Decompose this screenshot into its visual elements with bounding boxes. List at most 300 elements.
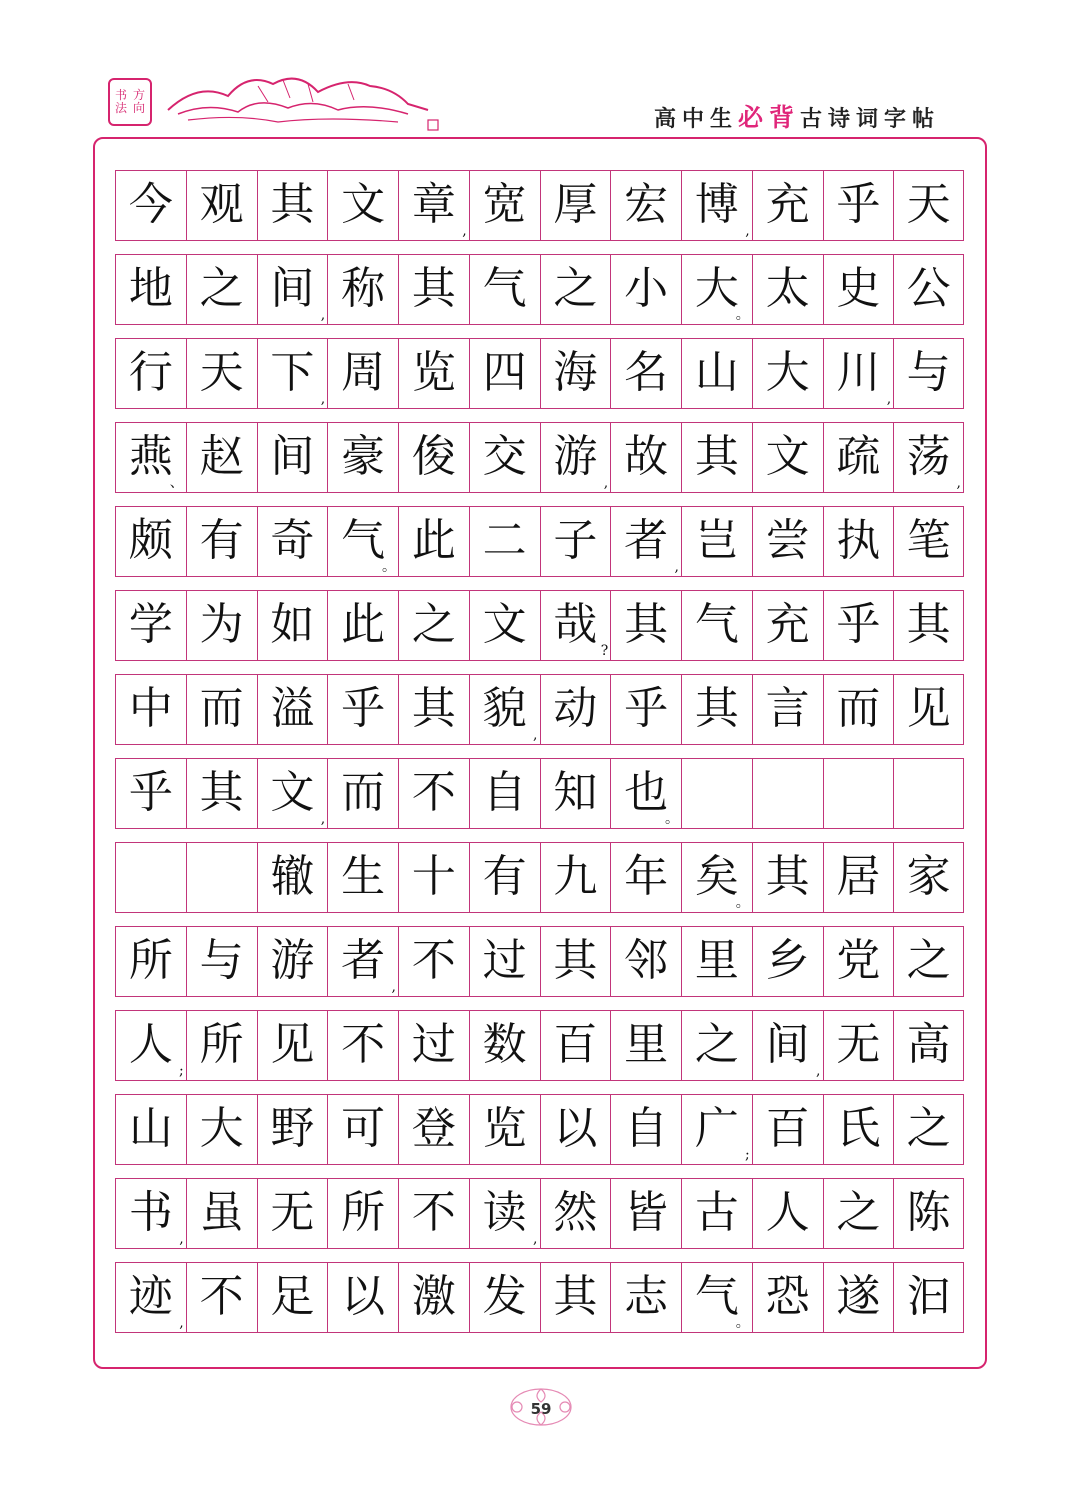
grid-character: 山 <box>128 1103 173 1154</box>
grid-cell <box>469 842 540 913</box>
grid-character: 其 <box>553 1271 598 1322</box>
grid-cell <box>610 338 681 409</box>
grid-character: 川 <box>836 347 881 398</box>
grid-cell <box>257 254 328 325</box>
grid-character: 大 <box>694 263 739 314</box>
grid-cell <box>257 674 328 745</box>
grid-character: 与 <box>199 935 244 986</box>
grid-cell <box>823 1262 894 1333</box>
grid-character: 子 <box>553 515 598 566</box>
grid-cell <box>186 254 257 325</box>
grid-character: 而 <box>836 683 881 734</box>
grid-character: 动 <box>553 683 598 734</box>
grid-character: 太 <box>765 263 810 314</box>
book-title <box>654 98 940 134</box>
grid-cell <box>186 842 257 913</box>
grid-cell <box>186 338 257 409</box>
grid-character: 以 <box>341 1271 386 1322</box>
grid-character: 气 <box>341 515 386 566</box>
grid-character: 气 <box>694 599 739 650</box>
grid-cell <box>398 926 469 997</box>
grid-cell <box>893 1262 964 1333</box>
grid-character: 志 <box>624 1271 669 1322</box>
grid-character: 公 <box>906 263 951 314</box>
grid-cell <box>823 1094 894 1165</box>
grid-cell <box>823 1010 894 1081</box>
grid-cell <box>681 758 752 829</box>
grid-cell <box>115 1010 186 1081</box>
grid-row <box>115 926 964 997</box>
grid-cell <box>823 170 894 241</box>
grid-cell <box>398 1262 469 1333</box>
grid-character: 虽 <box>199 1187 244 1238</box>
grid-cell <box>327 926 398 997</box>
grid-character: 乎 <box>836 179 881 230</box>
grid-cell <box>610 170 681 241</box>
grid-character: 故 <box>624 431 669 482</box>
grid-cell <box>257 758 328 829</box>
grid-cell <box>469 170 540 241</box>
grid-character: 自 <box>482 767 527 818</box>
grid-cell <box>115 254 186 325</box>
grid-cell <box>398 1010 469 1081</box>
grid-cell <box>327 590 398 661</box>
grid-character: 下 <box>270 347 315 398</box>
grid-cell <box>540 758 611 829</box>
grid-cell <box>398 842 469 913</box>
grid-cell <box>257 506 328 577</box>
grid-character: 其 <box>694 431 739 482</box>
grid-character: 奇 <box>270 515 315 566</box>
grid-character: 气 <box>694 1271 739 1322</box>
grid-cell <box>823 1178 894 1249</box>
grid-cell <box>540 926 611 997</box>
grid-cell <box>115 1262 186 1333</box>
grid-punctuation: , <box>816 1063 821 1079</box>
grid-cell <box>540 422 611 493</box>
grid-cell <box>327 338 398 409</box>
grid-punctuation: , <box>674 559 679 575</box>
grid-cell <box>469 338 540 409</box>
grid-cell <box>327 758 398 829</box>
grid-cell <box>823 338 894 409</box>
title-suffix: 古诗词字帖 <box>799 107 940 132</box>
grid-punctuation: , <box>462 223 467 239</box>
grid-character: 海 <box>553 347 598 398</box>
grid-cell <box>115 170 186 241</box>
grid-character: 高 <box>906 1019 951 1070</box>
grid-character: 辙 <box>270 851 315 902</box>
grid-character: 名 <box>624 347 669 398</box>
grid-row <box>115 842 964 913</box>
grid-punctuation: 。 <box>382 559 396 575</box>
grid-cell <box>540 842 611 913</box>
grid-cell <box>681 1094 752 1165</box>
grid-cell <box>610 926 681 997</box>
grid-cell <box>469 506 540 577</box>
grid-cell <box>752 1178 823 1249</box>
mountain-illustration <box>108 62 448 142</box>
grid-character: 笔 <box>906 515 951 566</box>
grid-character: 百 <box>553 1019 598 1070</box>
grid-cell <box>398 590 469 661</box>
grid-row <box>115 1094 964 1165</box>
grid-character: 家 <box>906 851 951 902</box>
grid-cell <box>186 1010 257 1081</box>
grid-character: 燕 <box>128 431 173 482</box>
grid-cell <box>823 590 894 661</box>
grid-character: 其 <box>765 851 810 902</box>
grid-cell <box>752 338 823 409</box>
grid-cell <box>398 254 469 325</box>
grid-cell <box>186 170 257 241</box>
grid-cell <box>540 254 611 325</box>
grid-character: 十 <box>411 851 456 902</box>
grid-cell <box>540 1094 611 1165</box>
grid-cell <box>186 422 257 493</box>
grid-cell <box>752 422 823 493</box>
grid-cell <box>186 590 257 661</box>
grid-punctuation: ; <box>179 1063 184 1079</box>
grid-character: 执 <box>836 515 881 566</box>
grid-cell <box>327 1262 398 1333</box>
grid-cell <box>398 506 469 577</box>
grid-cell <box>681 338 752 409</box>
seal-char: 法 <box>114 101 127 115</box>
grid-character: 其 <box>411 683 456 734</box>
grid-cell <box>398 170 469 241</box>
grid-character: 无 <box>270 1187 315 1238</box>
grid-cell <box>540 1010 611 1081</box>
grid-character: 厚 <box>553 179 598 230</box>
grid-character: 间 <box>270 263 315 314</box>
grid-cell <box>823 422 894 493</box>
grid-character: 迹 <box>128 1271 173 1322</box>
grid-cell <box>398 338 469 409</box>
grid-row <box>115 1010 964 1081</box>
grid-character: 哉 <box>553 599 598 650</box>
grid-cell <box>327 1010 398 1081</box>
grid-character: 不 <box>411 935 456 986</box>
grid-cell <box>257 338 328 409</box>
grid-cell <box>893 926 964 997</box>
grid-cell <box>752 674 823 745</box>
grid-character: 文 <box>765 431 810 482</box>
grid-cell <box>610 1178 681 1249</box>
grid-cell <box>752 254 823 325</box>
grid-cell <box>893 674 964 745</box>
grid-punctuation: , <box>179 1315 184 1331</box>
grid-character: 皆 <box>624 1187 669 1238</box>
title-accent: 必背 <box>737 103 800 132</box>
grid-character: 不 <box>411 1187 456 1238</box>
grid-cell <box>681 590 752 661</box>
grid-punctuation: , <box>886 391 892 407</box>
grid-cell <box>752 1094 823 1165</box>
grid-character: 此 <box>341 599 386 650</box>
grid-character: 史 <box>836 263 881 314</box>
grid-cell <box>257 1262 328 1333</box>
grid-character: 党 <box>836 935 881 986</box>
seal-char: 书 <box>114 88 127 102</box>
grid-character: 矣 <box>694 851 739 902</box>
grid-character: 有 <box>482 851 527 902</box>
grid-character: 数 <box>482 1019 527 1070</box>
grid-character: 汩 <box>906 1271 951 1322</box>
grid-cell <box>893 1094 964 1165</box>
grid-character: 览 <box>482 1103 527 1154</box>
grid-cell <box>469 674 540 745</box>
grid-character: 其 <box>411 263 456 314</box>
grid-cell <box>610 590 681 661</box>
grid-character: 览 <box>411 347 456 398</box>
grid-character: 博 <box>694 179 739 230</box>
grid-cell <box>681 1010 752 1081</box>
grid-character: 如 <box>270 599 315 650</box>
grid-punctuation: 。 <box>735 895 750 911</box>
grid-cell <box>469 1262 540 1333</box>
grid-cell <box>610 506 681 577</box>
grid-cell <box>681 254 752 325</box>
grid-character: 地 <box>128 263 173 314</box>
grid-character: 恐 <box>765 1271 810 1322</box>
grid-character: 大 <box>199 1103 244 1154</box>
grid-character: 足 <box>270 1271 315 1322</box>
grid-character: 学 <box>128 599 173 650</box>
grid-character: 宽 <box>482 179 527 230</box>
grid-character: 称 <box>341 263 386 314</box>
grid-cell <box>893 1178 964 1249</box>
grid-character: 可 <box>341 1103 386 1154</box>
grid-character: 之 <box>906 1103 951 1154</box>
grid-cell <box>327 254 398 325</box>
grid-character: 见 <box>906 683 951 734</box>
grid-cell <box>115 1178 186 1249</box>
grid-character: 与 <box>906 347 951 398</box>
grid-punctuation: 。 <box>735 307 750 323</box>
grid-character: 不 <box>341 1019 386 1070</box>
grid-cell <box>469 926 540 997</box>
grid-cell <box>327 422 398 493</box>
grid-character: 里 <box>624 1019 669 1070</box>
grid-character: 遂 <box>836 1271 881 1322</box>
grid-character: 过 <box>482 935 527 986</box>
grid-cell <box>752 1010 823 1081</box>
grid-cell <box>752 1262 823 1333</box>
grid-character: 俊 <box>411 431 456 482</box>
seal-stamp <box>108 78 152 126</box>
grid-character: 广 <box>694 1103 739 1154</box>
grid-punctuation: , <box>533 727 538 743</box>
grid-cell <box>186 1262 257 1333</box>
grid-cell <box>893 170 964 241</box>
grid-character: 乡 <box>765 935 810 986</box>
grid-character: 不 <box>199 1271 244 1322</box>
grid-character: 岂 <box>694 515 739 566</box>
grid-character: 为 <box>199 599 244 650</box>
grid-character: 读 <box>482 1187 527 1238</box>
grid-cell <box>186 926 257 997</box>
grid-cell <box>398 422 469 493</box>
grid-character: 以 <box>553 1103 598 1154</box>
grid-cell <box>115 926 186 997</box>
grid-character: 之 <box>836 1187 881 1238</box>
grid-character: 百 <box>765 1103 810 1154</box>
grid-row <box>115 758 964 829</box>
grid-cell <box>681 926 752 997</box>
grid-cell <box>469 758 540 829</box>
grid-character: 人 <box>765 1187 810 1238</box>
grid-character: 荡 <box>906 431 951 482</box>
grid-character: 言 <box>765 683 810 734</box>
grid-punctuation: , <box>320 307 326 323</box>
grid-cell <box>681 422 752 493</box>
grid-character: 宏 <box>624 179 669 230</box>
grid-cell <box>115 338 186 409</box>
grid-cell <box>469 422 540 493</box>
grid-cell <box>540 1178 611 1249</box>
grid-cell <box>257 1178 328 1249</box>
grid-character: 貌 <box>482 683 527 734</box>
grid-character: 行 <box>128 347 173 398</box>
grid-character: 其 <box>270 179 315 230</box>
grid-character: 里 <box>694 935 739 986</box>
grid-cell <box>186 674 257 745</box>
grid-character: 之 <box>411 599 456 650</box>
grid-cell <box>257 170 328 241</box>
grid-character: 者 <box>624 515 669 566</box>
grid-punctuation: , <box>320 391 326 407</box>
grid-cell <box>115 422 186 493</box>
grid-character: 乎 <box>341 683 386 734</box>
grid-cell <box>681 1262 752 1333</box>
grid-cell <box>823 506 894 577</box>
grid-character: 大 <box>765 347 810 398</box>
grid-character: 游 <box>270 935 315 986</box>
grid-punctuation: , <box>391 979 396 995</box>
grid-cell <box>327 506 398 577</box>
grid-character: 文 <box>270 767 315 818</box>
grid-character: 所 <box>199 1019 244 1070</box>
grid-cell <box>893 842 964 913</box>
grid-character: 今 <box>128 179 173 230</box>
grid-cell <box>893 758 964 829</box>
grid-character: 游 <box>553 431 598 482</box>
grid-row <box>115 422 964 493</box>
grid-character: 知 <box>553 767 598 818</box>
grid-character: 自 <box>624 1103 669 1154</box>
grid-punctuation: 。 <box>665 811 679 827</box>
grid-cell <box>327 842 398 913</box>
grid-character: 居 <box>836 851 881 902</box>
grid-cell <box>752 758 823 829</box>
grid-character: 之 <box>553 263 598 314</box>
grid-cell <box>115 1094 186 1165</box>
grid-character: 有 <box>199 515 244 566</box>
grid-character: 小 <box>624 263 669 314</box>
grid-character: 天 <box>906 179 951 230</box>
grid-character: 之 <box>694 1019 739 1070</box>
grid-character: 然 <box>553 1187 598 1238</box>
grid-character: 不 <box>411 767 456 818</box>
grid-character: 山 <box>694 347 739 398</box>
grid-punctuation: , <box>745 223 750 239</box>
grid-character: 间 <box>765 1019 810 1070</box>
grid-cell <box>327 1094 398 1165</box>
grid-row <box>115 254 964 325</box>
grid-character: 所 <box>341 1187 386 1238</box>
grid-cell <box>186 1178 257 1249</box>
grid-cell <box>681 506 752 577</box>
grid-cell <box>115 674 186 745</box>
grid-cell <box>823 842 894 913</box>
grid-cell <box>823 758 894 829</box>
grid-character: 二 <box>482 515 527 566</box>
grid-character: 登 <box>411 1103 456 1154</box>
grid-character: 周 <box>341 347 386 398</box>
grid-character: 此 <box>411 515 456 566</box>
grid-cell <box>540 590 611 661</box>
page-number: 59 <box>530 1400 552 1418</box>
title-prefix: 高中生 <box>653 107 738 132</box>
grid-cell <box>610 758 681 829</box>
grid-row <box>115 590 964 661</box>
grid-character: 所 <box>128 935 173 986</box>
grid-punctuation: , <box>603 475 609 491</box>
grid-cell <box>257 1010 328 1081</box>
grid-cell <box>610 1010 681 1081</box>
grid-character: 而 <box>199 683 244 734</box>
grid-row <box>115 170 964 241</box>
grid-character: 其 <box>199 767 244 818</box>
grid-character: 而 <box>341 767 386 818</box>
grid-cell <box>398 1094 469 1165</box>
grid-cell <box>115 506 186 577</box>
grid-cell <box>893 338 964 409</box>
grid-cell <box>681 674 752 745</box>
grid-cell <box>681 842 752 913</box>
grid-character: 者 <box>341 935 386 986</box>
grid-row <box>115 1262 964 1333</box>
grid-cell <box>398 1178 469 1249</box>
grid-character: 文 <box>482 599 527 650</box>
grid-cell <box>893 590 964 661</box>
grid-character: 乎 <box>836 599 881 650</box>
grid-cell <box>893 254 964 325</box>
grid-character: 激 <box>411 1271 456 1322</box>
grid-character: 乎 <box>128 767 173 818</box>
grid-character: 四 <box>482 347 527 398</box>
grid-row <box>115 338 964 409</box>
grid-character: 间 <box>270 431 315 482</box>
grid-character: 之 <box>199 263 244 314</box>
grid-character: 生 <box>341 851 386 902</box>
grid-cell <box>893 506 964 577</box>
grid-character: 赵 <box>199 431 244 482</box>
grid-cell <box>893 1010 964 1081</box>
grid-row <box>115 506 964 577</box>
grid-row <box>115 1178 964 1249</box>
grid-cell <box>752 842 823 913</box>
grid-character: 野 <box>270 1103 315 1154</box>
grid-character: 其 <box>694 683 739 734</box>
grid-cell <box>610 1262 681 1333</box>
seal-char: 方 <box>132 88 145 102</box>
grid-punctuation: ? <box>600 643 609 659</box>
grid-punctuation: 、 <box>169 475 184 491</box>
grid-cell <box>540 170 611 241</box>
grid-character: 陈 <box>906 1187 951 1238</box>
